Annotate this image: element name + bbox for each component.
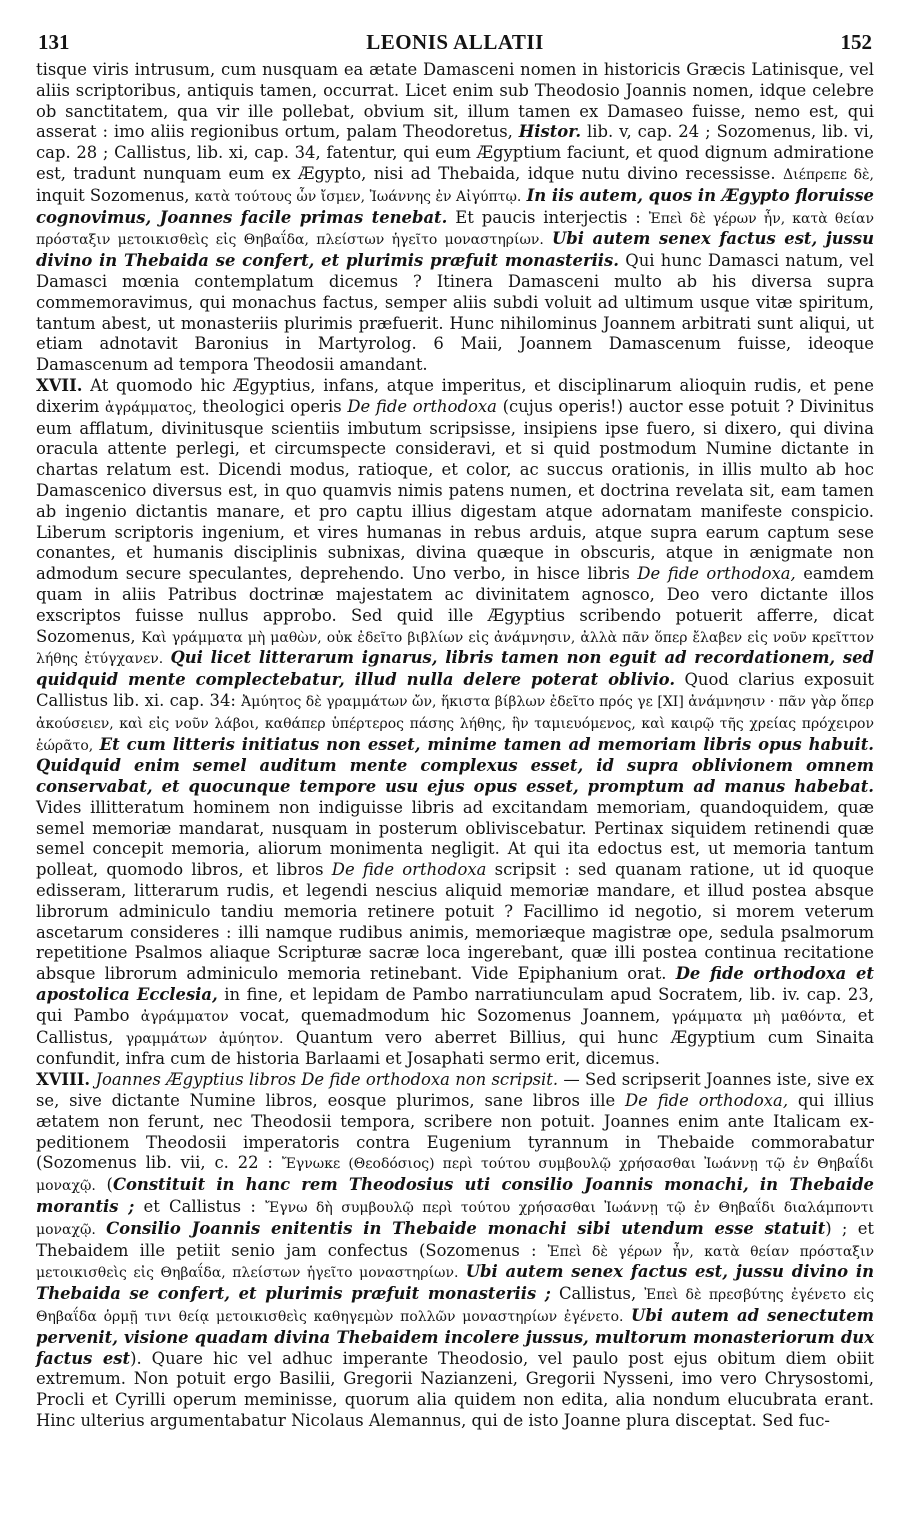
greek-quotation: Ἔγνωκε (Θεοδόσιος) περὶ τούτου συμβουλῷ χρήσασθαι Ἰωάννῃ τῷ ἐν Θηβαΐδι μοναχῷ.: [36, 1156, 874, 1195]
text-run: et Callistus,: [36, 1005, 874, 1047]
italic-text: De fide orthodoxa,: [637, 564, 796, 584]
text-run: (cujus operis!) auctor esse potuit ? Divinitus eum afflatum, divinitusque scientiis imbutum scripsisse, insipiens ipse fuero, si dixero, qui divina oracula attente perlegi, et circumspecte consideravi, et si quid postmodum Numine dictante in chartas relatum est. Dicendi modus, ratioque, et color, ac succus orationis, in illis multo ab hoc Damascenico diversus est, in quo quamvis nimis patens numen, et doctrina revelata sit, eam tamen ab ingenio dictantis manare, et pro captu illius digestam atque adornatam manifeste conspicio. Liberum scriptoris ingenium, et vires humanas in rebus arduis, atque supra earum captum sese conantes, et humanis disciplinis subnixas, divina quæque in obscuris, atque in ænigmate non admodum secure speculantes, deprehendo. Uno verbo, in hisce libris: [36, 396, 874, 584]
body-text: [36, 60, 874, 1432]
text-run: [544, 229, 552, 248]
text-run: Et paucis interjectis :: [447, 207, 649, 227]
latin-quotation: Ubi autem senex factus est, jussu divino in Thebaida se confert, et plurimis præfuit monasteriis.: [36, 229, 874, 271]
greek-quotation: Καὶ γράμματα μὴ μαθὼν, οὐκ ἐδεῖτο βιβλίων εἰς ἀνάμνησιν, ἀλλὰ πᾶν ὅπερ ἔλαβεν εἰς νοῦν κρεῖττον λήθης ἐτύγχανεν.: [36, 629, 875, 668]
text-run: Callistus,: [550, 1284, 645, 1304]
text-run: ). Quare hic vel adhuc imperante Theodosio, vel paulo post ejus obitum diem obiit extremum. Non potuit ergo Basilii, Gregorii Nazianzeni, Gregorii Nysseni, imo vero Chrysostomi, Procli et Cyrilli operum meminisse, quorum alia quidem non edita, alia nondum elucubrata erant. Hinc ulterius argumentabatur Nicolaus Alemannus, qui de isto Joanne plura disceptat. Sed fuc-: [36, 1348, 874, 1430]
greek-quotation: κατὰ τούτους ὧν ἴσμεν, Ἰωάννης ἐν Αἰγύπτῳ.: [194, 188, 522, 205]
latin-quotation: Constituit in hanc rem Theodosius uti consilio Joannis monachi, in Thebaide morantis ;: [36, 1175, 874, 1217]
text-run: et Callistus :: [134, 1197, 266, 1217]
text-run: eamdem quam in aliis Patribus doctrinæ majestatem ac divinitatem agnosco, Deo vero dictante illos exscriptos fuisse nullus approbo. Sed quid ille Ægyptius scribendo potuerit afferre, dicat Sozomenus,: [36, 564, 874, 646]
section-xviii: [36, 1070, 874, 1432]
text-run: Quantum vero aberret Billius, qui hunc Ægyptium cum Sinaita confundit, infra cum de historia Barlaami et Josaphati sermo erit, dicemus.: [36, 1027, 874, 1069]
text-run: [96, 1219, 106, 1238]
text-run: Quod clarius exposuit Callistus lib. xi. cap. 34:: [36, 670, 874, 710]
text-run: [458, 1262, 465, 1281]
text-run: — Sed scripserit Joannes iste, sive ex se, sive dictante Numine libros, eosque plurimos, sane libros ille: [36, 1070, 874, 1111]
running-title: LEONIS ALLATII: [366, 30, 544, 54]
text-run: vocat, quemadmodum hic Sozomenus Joannem,: [228, 1005, 672, 1025]
greek-quotation: Ἔγνω δὴ συμβουλῷ περὶ τούτου χρήσασθαι Ἰωάννῃ τῷ ἐν Θηβαΐδι διαλάμποντι μοναχῷ.: [36, 1200, 875, 1238]
greek-quotation: ἀγράμματον: [140, 1008, 229, 1025]
latin-quotation: Consilio Joannis enitentis in Thebaide monachi sibi utendum esse statuit: [106, 1218, 826, 1238]
greek-quotation: Ἐπεὶ δὲ γέρων ἦν, κατὰ θείαν πρόσταξιν μετοικισθεὶς εἰς Θηβαΐδα, πλείστων ἡγεῖτο μοναστηρίων.: [36, 1243, 874, 1282]
text-run: Qui hunc Damasci natum, vel Damasci mœnia contemplatum dicemus ? Itinera Damasceni multo ab his diversa supra commemoravimus, qui monachus factus, semper aliis subdi voluit ad ultimum usque vitæ spiritum, tantum abest, ut monasteriis plurimis præfuerit. Hunc nihilominus Joannem arbitrati sunt aliqui, ut etiam adnotavit Baronius in Martyrolog. 6 Maii, Joannem Damascenum fuisse, ideoque Damascenum ad tempora Theodosii amandant.: [36, 251, 874, 375]
text-run: At quomodo hic Ægyptius, infans, atque imperitus, et disciplinarum alioquin rudis, et pene dixerim: [36, 375, 874, 416]
latin-quotation: Et cum litteris initiatus non esset, minime tamen ad memoriam libris opus habuit. Quidquid enim semel auditum mente complexus esset, id supra oblivionem omnem conservabat, et quocunque tempore usu ejus opus esset, promptum ad manus habebat.: [36, 734, 874, 797]
italic-text: Joannes Ægyptius libros De fide orthodoxa non scripsit.: [95, 1070, 559, 1090]
text-run: tisque viris intrusum, cum nusquam ea ætate Damasceni nomen in historicis Græcis Latinisque, vel aliis scriptoribus, antiquis tamen, occurrat. Licet enim sub Theodosio Joannis nomen, idque celebre ob sanctitatem, qua vir ille pollebat, obvium sit, illum tamen ex Damaseo fuisse, nemo est, qui asserat : imo aliis regionibus ortum, palam Theodoretus,: [36, 60, 874, 142]
paragraph-1: [36, 60, 874, 376]
italic-text: De fide orthodoxa,: [625, 1091, 789, 1111]
latin-quotation: Ubi autem ad senectutem pervenit, visione quadam divina Thebaidem incolere jussus, multorum monasteriorum dux factus est: [36, 1306, 874, 1368]
text-run: Vides illitteratum hominem non indiguisse libris ad excitandam memoriam, quandoquidem, quæ semel memoriæ mandarat, nusquam in posterum obliviscebatur. Pertinax siquidem retinendi quæ semel concepit memoria, aliorum monimenta negligit. At qui ita edoctus est, ut memoria tantum polleat, quomodo libros, et libros: [36, 797, 874, 880]
italic-text: De fide orthodoxa: [331, 860, 487, 880]
text-run: [623, 1306, 631, 1325]
running-header: [36, 30, 874, 58]
latin-quotation: Qui licet litterarum ignarus, libris tamen non eguit ad recordationem, sed quidquid mente complectebatur, illud nulla delere poterat oblivio.: [36, 648, 874, 690]
text-run: ) ; et Thebaidem ille petiit senio jam confectus (Sozomenus :: [36, 1218, 875, 1260]
greek-quotation: Ἐπεὶ δὲ γέρων ἦν, κατὰ θείαν πρόσταξιν μετοικισθεὶς εἰς Θηβαΐδα, πλείστων ἡγεῖτο μοναστηρίων.: [36, 210, 874, 249]
greek-quotation: γράμματα μὴ μαθόντα,: [671, 1008, 847, 1025]
text-run: theologici operis: [196, 396, 348, 416]
greek-quotation: Ἀμύητος δὲ γραμμάτων ὤν, ἥκιστα βίβλων ἐδεῖτο πρός γε [XI] ἀνάμνησιν · πᾶν γὰρ ὅπερ ἀκούσειεν, καὶ εἰς νοῦν λάβοι, καθάπερ ὑπέρτερος πάσης λήθης, ἣν ταμιευόμενος, καὶ καιρῷ τῆς χρείας πρόχειρον ἑώρᾶτο,: [36, 693, 874, 754]
section-number: XVIII.: [36, 1070, 91, 1090]
page-number-left: 131: [38, 30, 70, 54]
greek-quotation: γραμμάτων ἀμύητον.: [125, 1030, 284, 1047]
text-run: scripsit : sed quanam ratione, ut id quoque edisseram, litterarum rudis, et legendi nescius aliquid memoriæ mandare, et illud postea absque librorum adminiculo tandiu memoria retinere potuit ? Facillimo id negotio, si morem veterum ascetarum consideres : illi namque rudibus animis, memoriæque magistræ ope, sedula psalmorum repetitione Psalmos aliaque Scripturæ sacræ loca ingerebant, quæ illi postea continua recitatione absque librorum adminiculo memoria retinebant. Vide Epiphanium orat.: [36, 860, 875, 984]
greek-quotation: ἀγράμματος,: [105, 399, 197, 416]
section-xvii: [36, 376, 874, 1070]
latin-quotation: Histor.: [518, 122, 582, 142]
italic-text: De fide orthodoxa: [347, 396, 497, 416]
text-run: inquit Sozomenus,: [36, 185, 195, 205]
greek-quotation: Διέπρεπε δὲ,: [782, 166, 874, 183]
page-number-right: 152: [840, 30, 872, 54]
text-run: qui illius ætatem non ferunt, nec Theodosii tempora, scribere non potuit. Joannes enim ante Italicam expeditionem Theodosii imperatoris contra Eugenium tyrannum in Thebaide commorabatur (Sozomenus lib. vii, c. 22 :: [36, 1091, 874, 1173]
latin-quotation: In iis autem, quos in Ægypto floruisse cognovimus, Joannes facile primas tenebat.: [36, 185, 874, 227]
text-run: (: [95, 1175, 113, 1195]
greek-quotation: Ἐπεὶ δὲ πρεσβύτης ἐγένετο εἰς Θηβαΐδα ὁρμῇ τινι θείᾳ μετοικισθεὶς καθηγεμὼν πολλῶν μοναστηρίων ἐγένετο.: [36, 1287, 874, 1326]
text-run: in fine, et lepidam de Pambo narratiunculam apud Socratem, lib. iv. cap. 23, qui Pambo: [36, 985, 874, 1025]
section-number: XVII.: [36, 375, 83, 395]
latin-quotation: Ubi autem senex factus est, jussu divino in Thebaida se confert, et plurimis præfuit monasteriis ;: [36, 1262, 875, 1304]
latin-quotation: De fide orthodoxa et apostolica Ecclesia,: [36, 964, 874, 1005]
text-run: lib. v, cap. 24 ; Sozomenus, lib. vi, cap. 28 ; Callistus, lib. xi, cap. 34, fatentur, qui eum Ægyptium faciunt, et quod dignum admiratione est, tradunt nunquam eum ex Ægypto, nisi ad Thebaida, idque nutu divino recessisse.: [36, 122, 874, 183]
